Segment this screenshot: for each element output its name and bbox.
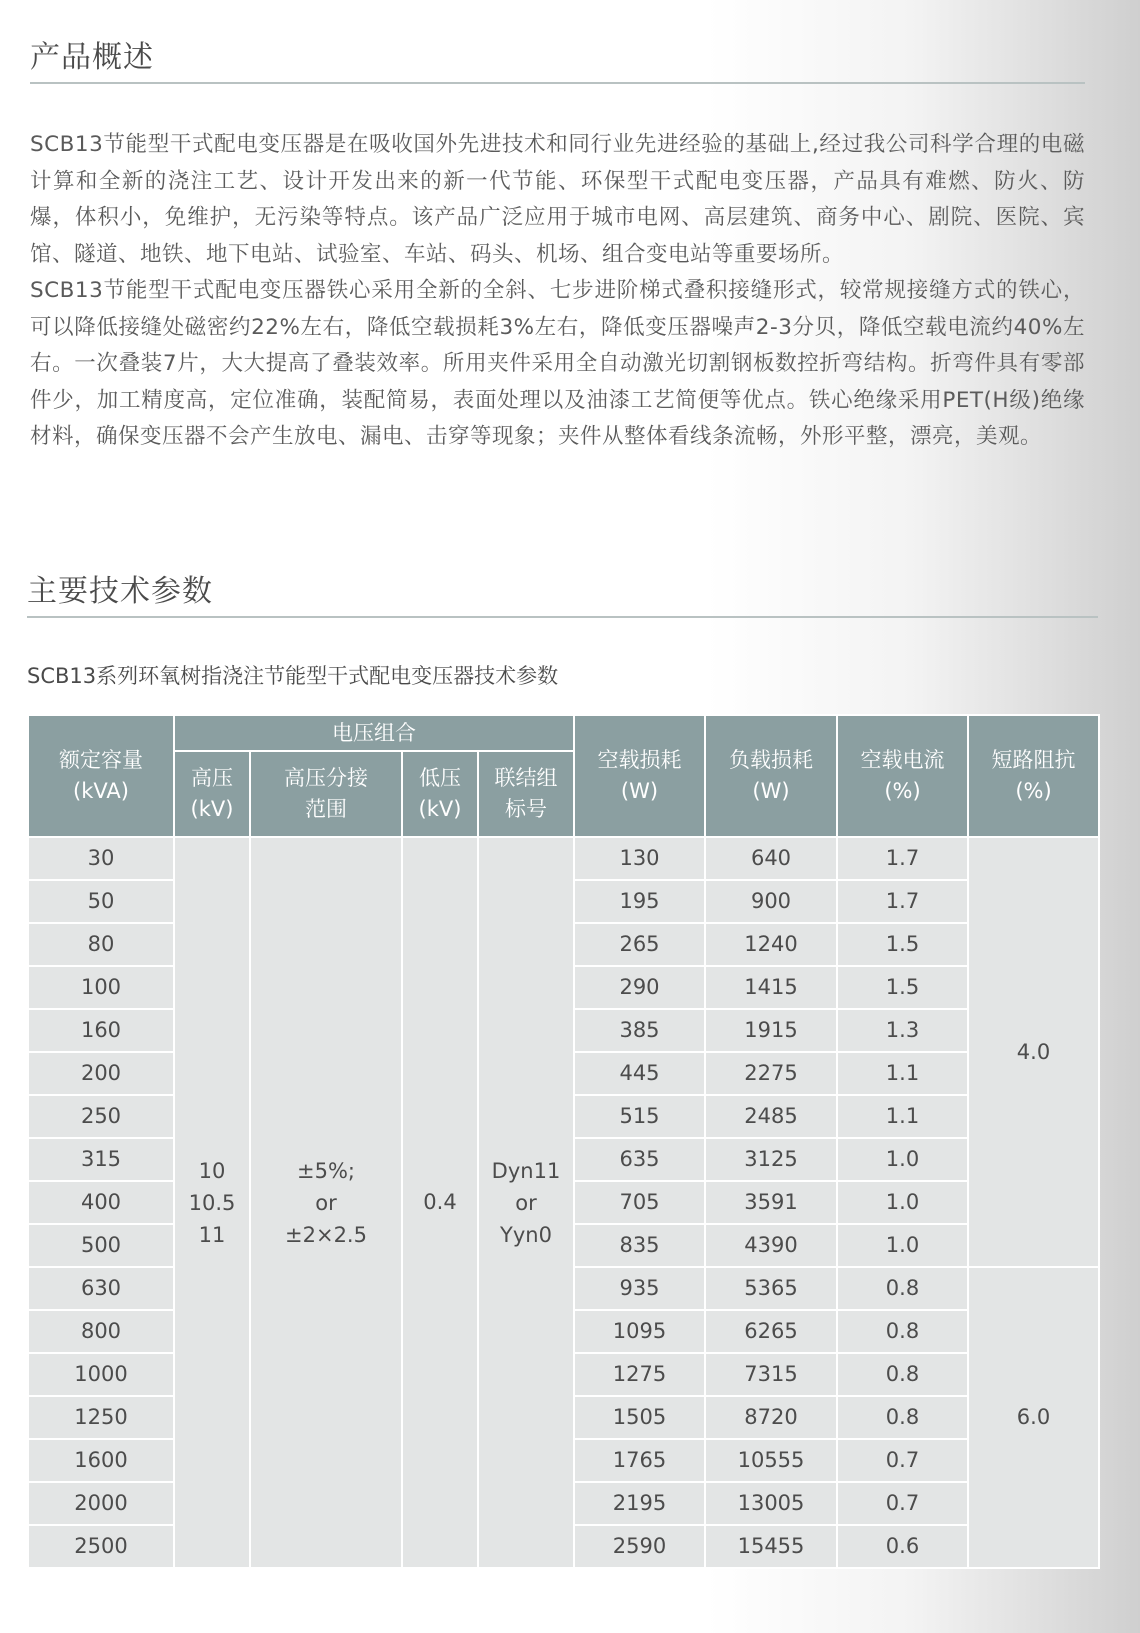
impedance-cell: 6.0 — [968, 1267, 1099, 1568]
spec-table — [27, 714, 1100, 1569]
capacity-cell: 2500 — [28, 1525, 174, 1568]
load-loss-cell: 1415 — [705, 966, 837, 1009]
no-load-current-cell: 1.0 — [837, 1224, 968, 1267]
header-load-loss: 负载损耗 (W) — [705, 715, 837, 837]
header-vector-group: 联结组 标号 — [478, 751, 574, 837]
impedance-cell: 4.0 — [968, 837, 1099, 1267]
lv-cell: 0.4 — [402, 837, 478, 1568]
no-load-loss-cell: 265 — [574, 923, 705, 966]
capacity-cell: 400 — [28, 1181, 174, 1224]
capacity-cell: 630 — [28, 1267, 174, 1310]
no-load-loss-cell: 195 — [574, 880, 705, 923]
load-loss-cell: 3125 — [705, 1138, 837, 1181]
no-load-current-cell: 1.7 — [837, 837, 968, 880]
no-load-current-cell: 0.8 — [837, 1353, 968, 1396]
overview-paragraph: SCB13节能型干式配电变压器铁心采用全新的全斜、七步进阶梯式叠积接缝形式，较常规接缝方式的铁心，可以降低接缝处磁密约22%左右，降低空载损耗3%左右，降低变压器噪声2-3分贝，降低空载电流约40%左右。一次叠装7片，大大提高了叠装效率。所用夹件采用全自动激光切割钢板数控折弯结构。折弯件具有零部件少，加工精度高，定位准确，装配简易，表面处理以及油漆工艺简便等优点。铁心绝缘采用PET(H级)绝缘材料，确保变压器不会产生放电、漏电、击穿等现象；夹件从整体看线条流畅，外形平整，漂亮，美观。 — [30, 278, 1085, 449]
load-loss-cell: 15455 — [705, 1525, 837, 1568]
header-voltage-group: 电压组合 — [174, 715, 574, 751]
load-loss-cell: 10555 — [705, 1439, 837, 1482]
no-load-loss-cell: 2590 — [574, 1525, 705, 1568]
no-load-loss-cell: 445 — [574, 1052, 705, 1095]
no-load-current-cell: 0.8 — [837, 1396, 968, 1439]
no-load-current-cell: 0.7 — [837, 1482, 968, 1525]
tap-range-cell: ±5%; or ±2×2.5 — [250, 837, 402, 1568]
no-load-current-cell: 0.8 — [837, 1267, 968, 1310]
hv-cell: 10 10.5 11 — [174, 837, 250, 1568]
header-no-load-loss: 空载损耗 (W) — [574, 715, 705, 837]
specs-divider — [27, 616, 1098, 618]
header-no-load-current: 空载电流 (%) — [837, 715, 968, 837]
no-load-current-cell: 1.5 — [837, 966, 968, 1009]
capacity-cell: 2000 — [28, 1482, 174, 1525]
load-loss-cell: 4390 — [705, 1224, 837, 1267]
capacity-cell: 100 — [28, 966, 174, 1009]
no-load-loss-cell: 130 — [574, 837, 705, 880]
no-load-current-cell: 1.7 — [837, 880, 968, 923]
load-loss-cell: 2275 — [705, 1052, 837, 1095]
overview-paragraph: SCB13节能型干式配电变压器是在吸收国外先进技术和同行业先进经验的基础上,经过我公司科学合理的电磁计算和全新的浇注工艺、设计开发出来的新一代节能、环保型干式配电变压器，产品具有难燃、防火、防爆，体积小，免维护，无污染等特点。该产品广泛应用于城市电网、高层建筑、商务中心、剧院、医院、宾馆、隧道、地铁、地下电站、试验室、车站、码头、机场、组合变电站等重要场所。 — [30, 132, 1085, 267]
overview-divider — [30, 82, 1085, 84]
load-loss-cell: 1915 — [705, 1009, 837, 1052]
header-capacity: 额定容量 (kVA) — [28, 715, 174, 837]
header-lv: 低压 (kV) — [402, 751, 478, 837]
no-load-current-cell: 1.1 — [837, 1095, 968, 1138]
no-load-current-cell: 0.6 — [837, 1525, 968, 1568]
load-loss-cell: 2485 — [705, 1095, 837, 1138]
capacity-cell: 500 — [28, 1224, 174, 1267]
capacity-cell: 250 — [28, 1095, 174, 1138]
no-load-current-cell: 1.0 — [837, 1181, 968, 1224]
capacity-cell: 1000 — [28, 1353, 174, 1396]
no-load-current-cell: 1.3 — [837, 1009, 968, 1052]
no-load-loss-cell: 1095 — [574, 1310, 705, 1353]
no-load-loss-cell: 2195 — [574, 1482, 705, 1525]
load-loss-cell: 6265 — [705, 1310, 837, 1353]
capacity-cell: 160 — [28, 1009, 174, 1052]
capacity-cell: 80 — [28, 923, 174, 966]
load-loss-cell: 7315 — [705, 1353, 837, 1396]
load-loss-cell: 900 — [705, 880, 837, 923]
load-loss-cell: 13005 — [705, 1482, 837, 1525]
table-row — [28, 837, 1099, 880]
load-loss-cell: 640 — [705, 837, 837, 880]
load-loss-cell: 3591 — [705, 1181, 837, 1224]
no-load-current-cell: 0.7 — [837, 1439, 968, 1482]
capacity-cell: 1600 — [28, 1439, 174, 1482]
no-load-loss-cell: 835 — [574, 1224, 705, 1267]
no-load-current-cell: 1.1 — [837, 1052, 968, 1095]
capacity-cell: 30 — [28, 837, 174, 880]
capacity-cell: 1250 — [28, 1396, 174, 1439]
no-load-current-cell: 0.8 — [837, 1310, 968, 1353]
load-loss-cell: 1240 — [705, 923, 837, 966]
header-hv: 高压 (kV) — [174, 751, 250, 837]
capacity-cell: 50 — [28, 880, 174, 923]
load-loss-cell: 8720 — [705, 1396, 837, 1439]
specs-title: 主要技术参数 — [27, 574, 213, 609]
no-load-loss-cell: 515 — [574, 1095, 705, 1138]
no-load-loss-cell: 290 — [574, 966, 705, 1009]
capacity-cell: 800 — [28, 1310, 174, 1353]
no-load-loss-cell: 1505 — [574, 1396, 705, 1439]
vector-group-cell: Dyn11 or Yyn0 — [478, 837, 574, 1568]
capacity-cell: 200 — [28, 1052, 174, 1095]
load-loss-cell: 5365 — [705, 1267, 837, 1310]
overview-text — [30, 127, 1085, 456]
table-caption: SCB13系列环氧树指浇注节能型干式配电变压器技术参数 — [27, 664, 559, 688]
no-load-loss-cell: 1765 — [574, 1439, 705, 1482]
header-impedance: 短路阻抗 (%) — [968, 715, 1099, 837]
overview-title: 产品概述 — [30, 40, 154, 75]
spec-table-body — [28, 837, 1099, 1568]
no-load-loss-cell: 385 — [574, 1009, 705, 1052]
no-load-loss-cell: 1275 — [574, 1353, 705, 1396]
capacity-cell: 315 — [28, 1138, 174, 1181]
header-tap-range: 高压分接 范围 — [250, 751, 402, 837]
no-load-loss-cell: 705 — [574, 1181, 705, 1224]
no-load-current-cell: 1.0 — [837, 1138, 968, 1181]
no-load-loss-cell: 635 — [574, 1138, 705, 1181]
no-load-loss-cell: 935 — [574, 1267, 705, 1310]
no-load-current-cell: 1.5 — [837, 923, 968, 966]
